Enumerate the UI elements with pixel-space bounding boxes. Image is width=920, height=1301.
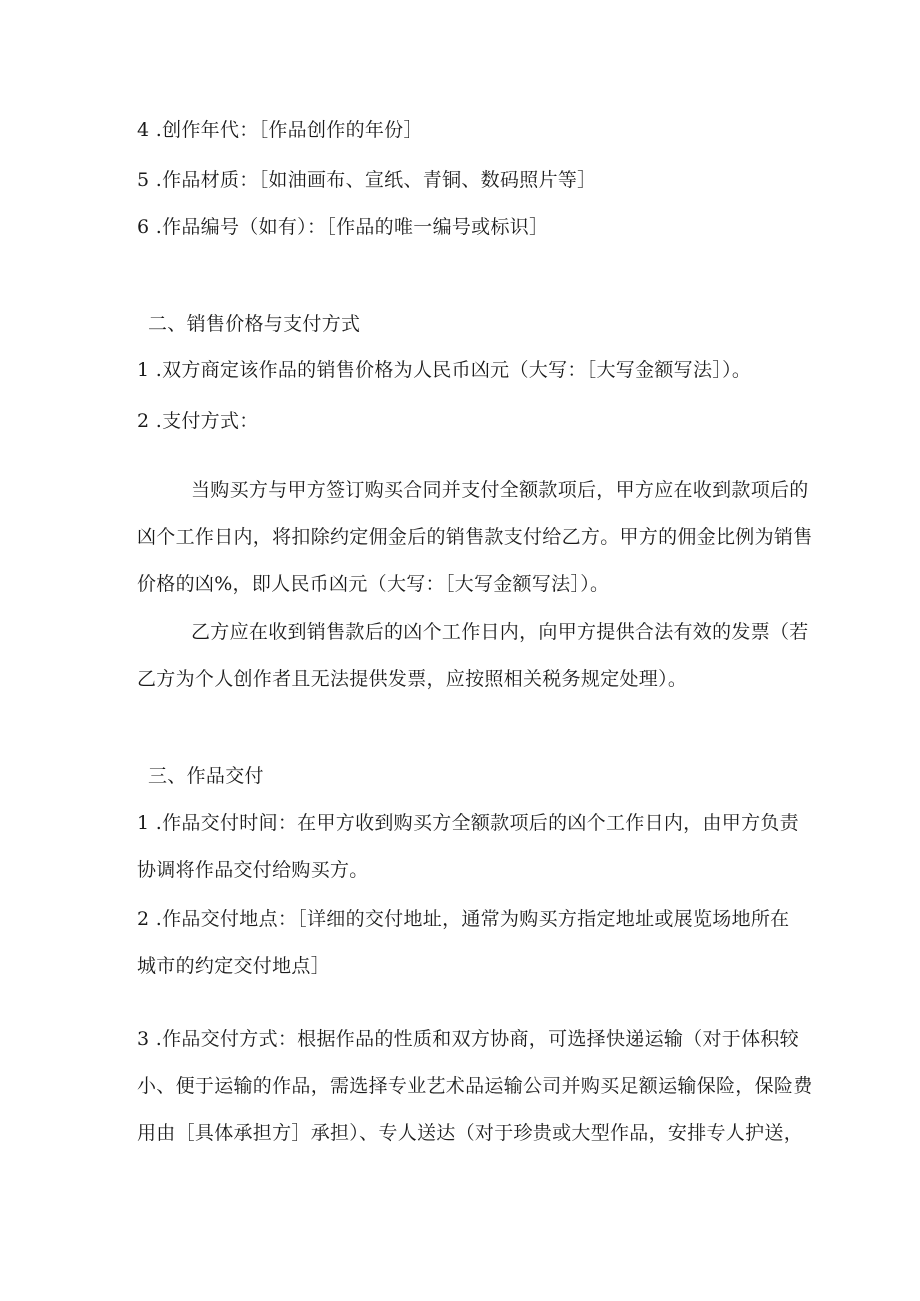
delivery-time-line-2: 协调将作品交付给购买方。: [137, 859, 369, 881]
item-material: 5 .作品材质：［如油画布、宣纸、青铜、数码照片等］: [137, 169, 597, 191]
payment-paragraph-a-line-1: 当购买方与甲方签订购买合同并支付全额款项后，甲方应在收到款项后的: [191, 479, 809, 501]
section-2-heading: 二、销售价格与支付方式: [148, 313, 361, 335]
delivery-location-line-1: 2 .作品交付地点：［详细的交付地址，通常为购买方指定地址或展览场地所在: [137, 908, 790, 930]
section-2-price: 1 .双方商定该作品的销售价格为人民币凶元（大写：［大写金额写法］）。: [137, 359, 752, 381]
section-3-heading: 三、作品交付: [148, 765, 264, 787]
delivery-method-line-2: 小、便于运输的作品，需选择专业艺术品运输公司并购买足额运输保险，保险费: [137, 1075, 813, 1097]
payment-paragraph-b-line-1: 乙方应在收到销售款后的凶个工作日内，向甲方提供合法有效的发票（若: [191, 621, 809, 643]
delivery-method-line-1: 3 .作品交付方式：根据作品的性质和双方协商，可选择快递运输（对于体积较: [137, 1028, 799, 1050]
payment-paragraph-a-line-3: 价格的凶%，即人民币凶元（大写：［大写金额写法］）。: [137, 573, 610, 595]
item-serial-number: 6 .作品编号（如有）：［作品的唯一编号或标识］: [137, 216, 549, 238]
section-2-payment-method: 2 .支付方式：: [137, 410, 259, 432]
item-creation-year: 4 .创作年代：［作品创作的年份］: [137, 119, 423, 141]
payment-paragraph-a-line-2: 凶个工作日内，将扣除约定佣金后的销售款支付给乙方。甲方的佣金比例为销售: [137, 526, 813, 548]
delivery-method-line-3: 用由［具体承担方］承担）、专人送达（对于珍贵或大型作品，安排专人护送，: [137, 1122, 804, 1144]
delivery-time-line-1: 1 .作品交付时间：在甲方收到购买方全额款项后的凶个工作日内，由甲方负责: [137, 812, 799, 834]
delivery-location-line-2: 城市的约定交付地点］: [137, 955, 331, 977]
payment-paragraph-b-line-2: 乙方为个人创作者且无法提供发票，应按照相关税务规定处理）。: [137, 668, 688, 690]
